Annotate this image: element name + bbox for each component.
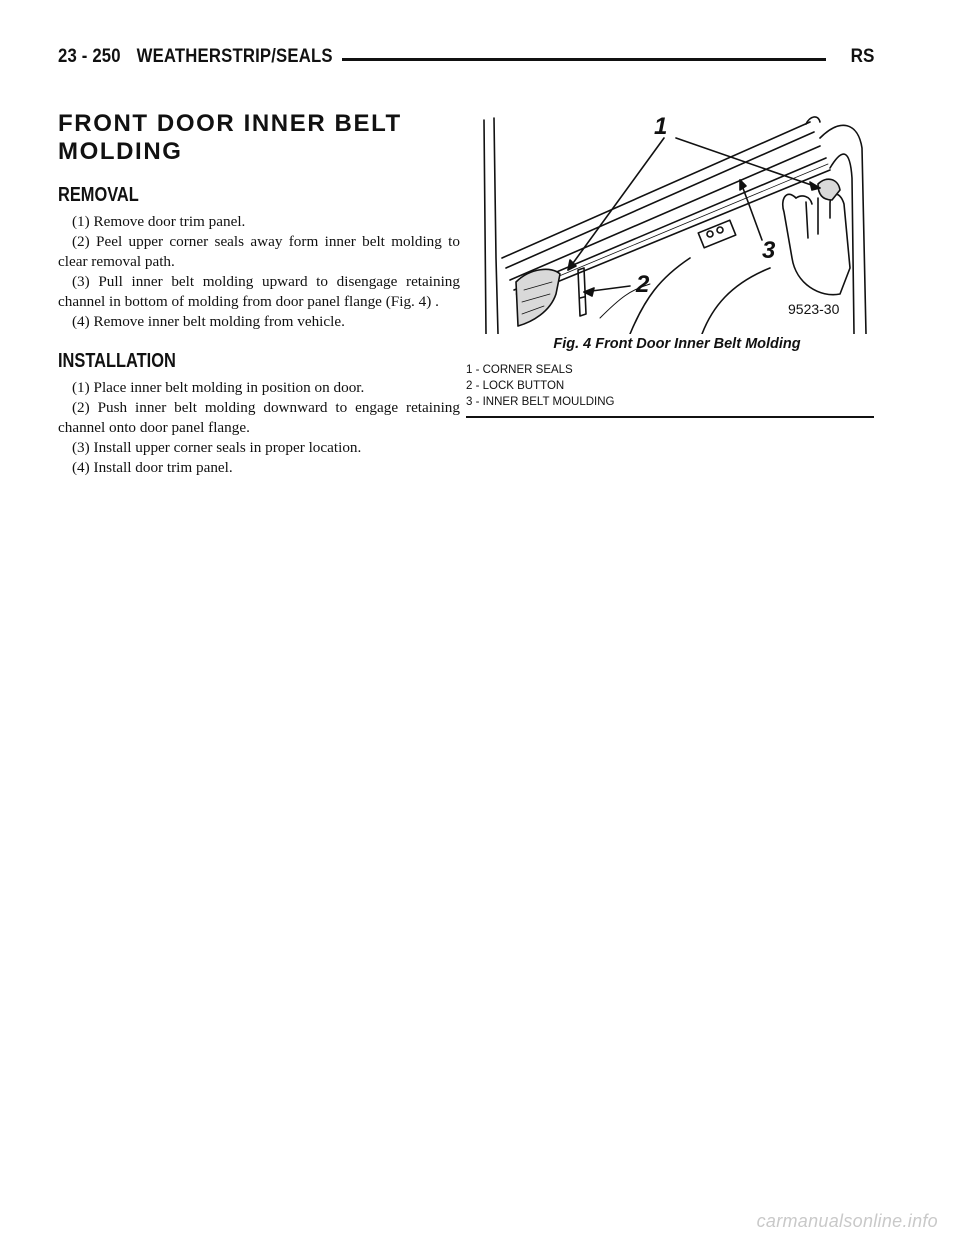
hand xyxy=(783,194,850,294)
installation-step: (2) Push inner belt molding downward to engage retaining channel onto door panel flange. xyxy=(58,399,460,436)
door-frame-left xyxy=(484,120,486,334)
page-header xyxy=(58,44,874,76)
article-title xyxy=(58,110,460,166)
section-name: WEATHERSTRIP/SEALS xyxy=(136,46,333,67)
installation-step: (4) Install door trim panel. xyxy=(72,459,233,476)
title-line-2: MOLDING xyxy=(58,138,183,165)
callout-1: 1 xyxy=(654,113,668,140)
page-number: 23 - 250 xyxy=(58,46,121,67)
title-line-1: FRONT DOOR INNER BELT xyxy=(58,110,402,137)
figure-code: 9523-30 xyxy=(788,301,840,317)
installation-heading: INSTALLATION xyxy=(58,350,176,372)
callout-2: 2 xyxy=(636,271,650,298)
removal-step: (3) Pull inner belt molding upward to disengage retaining channel in bottom of molding from door panel flange (Fig. 4) . xyxy=(58,273,460,310)
door-molding-illustration xyxy=(480,108,874,334)
figure-caption: Fig. 4 Front Door Inner Belt Molding xyxy=(553,336,801,352)
figure-4 xyxy=(466,108,874,418)
callout-3: 3 xyxy=(762,237,776,264)
header-rule xyxy=(342,58,826,61)
removal-step: (1) Remove door trim panel. xyxy=(72,213,246,230)
section-code: RS xyxy=(850,46,874,67)
removal-heading: REMOVAL xyxy=(58,184,139,206)
header-left xyxy=(58,46,333,68)
installation-step: (3) Install upper corner seals in proper location. xyxy=(72,439,362,456)
removal-step: (4) Remove inner belt molding from vehicle. xyxy=(72,313,345,330)
installation-step: (1) Place inner belt molding in position on door. xyxy=(72,379,365,396)
corner-seal-right xyxy=(818,179,840,200)
removal-step: (2) Peel upper corner seals away form inner belt molding to clear removal path. xyxy=(58,233,460,270)
leader-1b xyxy=(676,138,820,188)
legend-item: 1 - CORNER SEALS xyxy=(466,364,573,376)
article-text xyxy=(58,110,460,478)
legend-item: 2 - LOCK BUTTON xyxy=(466,380,565,392)
figure-rule xyxy=(466,416,874,418)
handle-plate xyxy=(698,220,736,248)
legend-item: 3 - INNER BELT MOULDING xyxy=(466,396,615,408)
watermark: carmanualsonline.info xyxy=(756,1211,938,1231)
